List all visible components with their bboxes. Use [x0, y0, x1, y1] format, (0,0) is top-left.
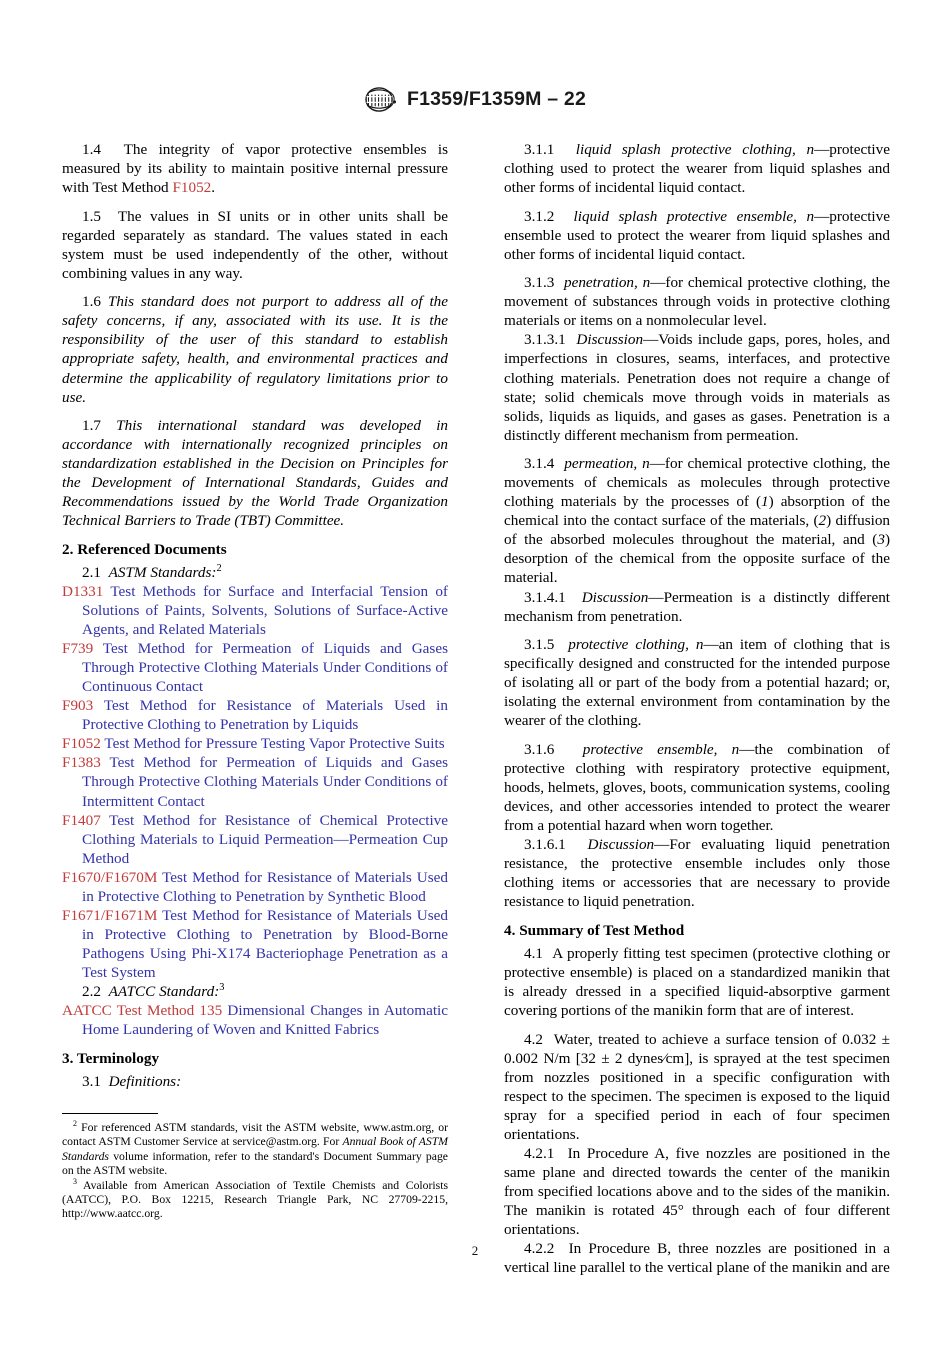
- definition-3-1-1: [504, 140, 890, 197]
- em-dash: —: [814, 141, 830, 158]
- footnote-marker-3[interactable]: 3: [219, 981, 225, 993]
- footnote-separator-rule: [62, 1113, 158, 1114]
- clause-text: In Procedure B, three nozzles are positioned in a vertical line parallel to the vertical plane of the manikin and are: [504, 1240, 890, 1277]
- definition-text: an item of clothing that is specifically designed and constructed for the intended purpose of isolating all or part of the body from a potential hazard; or, isolating the external environment from contamination by the wearer of the clothing.: [504, 636, 890, 730]
- reference-entry[interactable]: [62, 639, 448, 696]
- clause-number: 1.6: [82, 293, 101, 311]
- definition-text: ) diffusion of the absorbed molecules throughout the material, and (: [504, 512, 891, 549]
- clause-number: 4.2.2: [524, 1240, 555, 1258]
- definition-3-1-4: [504, 454, 890, 587]
- footnote-3: [62, 1176, 449, 1222]
- footnote-text: Available from American Association of Textile Chemists and Colorists (AATCC), P.O. Box 12215, Research Triangle Park, NC 27709-2215, http://www.aatcc.org.: [62, 1178, 449, 1221]
- discussion-text: For evaluating liquid penetration resistance, the protective ensemble includes only those clothing items or accessories that are necessary to provide resistance to liquid penetration.: [504, 836, 891, 911]
- reference-designation[interactable]: F1670/F1670M: [62, 868, 158, 886]
- definition-text: ) absorption of the chemical into the contact surface of the materials, (: [504, 493, 890, 530]
- em-dash: —: [814, 207, 830, 225]
- list-numeral: 3: [877, 531, 885, 549]
- section-heading-2: 2. Referenced Documents: [62, 540, 227, 558]
- paragraph-4-1: [504, 944, 890, 1020]
- em-dash: —: [649, 455, 665, 473]
- definition-3-1-3: [504, 273, 890, 330]
- paragraph-4-2-1: [504, 1144, 890, 1239]
- reference-title[interactable]: Test Method for Pressure Testing Vapor Protective Suits: [104, 735, 445, 753]
- reference-title[interactable]: Test Methods for Surface and Interfacial Tension of Solutions of Paints, Solvents, Solutions of Surface-Active Agents, and Related Materials: [82, 582, 448, 639]
- page-header: [0, 86, 950, 113]
- clause-number: 1.7: [82, 417, 101, 435]
- footnote-2: [62, 1121, 448, 1179]
- section-heading-4: 4. Summary of Test Method: [504, 921, 685, 939]
- astm-logo-icon: [364, 86, 398, 113]
- reference-designation[interactable]: F739: [62, 640, 94, 658]
- subsection-2-2-heading: [62, 982, 448, 1001]
- definition-text: ) desorption of the chemical from the opposite surface of the material.: [504, 531, 890, 587]
- definition-text: for chemical protective clothing, the movement of substances through voids in protective clothing materials or items on a nonmolecular level.: [504, 274, 890, 330]
- clause-text: Water, treated to achieve a surface tension of 0.032 ± 0.002 N/m [32 ± 2 dynes⁄cm], is sprayed at the test specimen from nozzles positioned in a specific configuration with respect to the specimen. The specimen is exposed to the liquid spray for a specified period in each of four specimen orientations.: [504, 1030, 890, 1143]
- clause-text-end: .: [211, 179, 216, 197]
- clause-text: The values in SI units or in other units shall be regarded separately as standard. The values stated in each system must be used independently of the other, without combining values in any way.: [62, 207, 448, 282]
- clause-number: 3.1.6.1: [524, 836, 566, 854]
- definition-3-1-6: [504, 740, 890, 835]
- footnote-block: [62, 1113, 448, 1222]
- reference-entry[interactable]: [62, 696, 448, 734]
- reference-entry[interactable]: [62, 582, 448, 639]
- reference-designation[interactable]: D1331: [62, 582, 104, 600]
- clause-number: 3.1.2: [524, 207, 555, 225]
- right-column: [504, 140, 890, 1277]
- reference-title[interactable]: Dimensional Changes in Automatic Home Laundering of Woven and Knitted Fabrics: [82, 1002, 448, 1039]
- subsection-2-1-heading: [62, 563, 448, 582]
- clause-number: 3.1: [82, 1072, 101, 1090]
- definition-3-1-5: [504, 635, 890, 730]
- reference-designation[interactable]: F903: [62, 697, 94, 715]
- discussion-text: Permeation is a distinctly different mechanism from penetration.: [504, 588, 891, 625]
- footnote-text-end: volume information, refer to the standard's Document Summary page on the ASTM website.: [62, 1149, 448, 1178]
- reference-entry[interactable]: [62, 753, 448, 810]
- definition-term: permeation, n: [564, 455, 650, 473]
- clause-text: In Procedure A, five nozzles are positioned in the same plane and directed towards the center of the manikin from specified locations above and to the sides of the manikin. The manikin is rotated 45° through each of four different orientations.: [504, 1144, 891, 1238]
- em-dash: —: [654, 836, 670, 854]
- standard-link-f1052[interactable]: F1052: [172, 179, 212, 197]
- definition-term: protective ensemble, n: [582, 740, 740, 758]
- reference-title[interactable]: Test Method for Permeation of Liquids and Gases Through Protective Clothing Materials Under Conditions of Continuous Contact: [82, 640, 448, 696]
- discussion-label: Discussion: [587, 836, 655, 854]
- section-heading-3: 3. Terminology: [62, 1049, 160, 1067]
- clause-number: 1.4: [82, 141, 101, 158]
- clause-number: 3.1.3.1: [524, 331, 566, 349]
- footnote-number: 3: [73, 1176, 77, 1186]
- clause-number: 3.1.3: [524, 274, 555, 292]
- left-column: [62, 140, 448, 1277]
- em-dash: —: [648, 588, 664, 606]
- two-column-body: [62, 140, 890, 1277]
- clause-text: The integrity of vapor protective ensembles is measured by its ability to maintain positive internal pressure with Test Method: [62, 141, 449, 197]
- clause-number: 3.1.4: [524, 455, 555, 473]
- clause-number: 1.5: [82, 207, 101, 225]
- clause-text: This standard does not purport to address all of the safety concerns, if any, associated with its use. It is the responsibility of the user of this standard to establish appropriate safety, health, and environmental practices and determine the applicability of regulatory limitations prior to use.: [62, 293, 448, 406]
- list-numeral: 1: [761, 493, 769, 511]
- definition-text: protective clothing used to protect the wearer from liquid splashes and other forms of incidental liquid contact.: [504, 141, 890, 197]
- subsection-label: ASTM Standards:: [108, 563, 217, 581]
- definition-3-1-2: [504, 207, 890, 264]
- em-dash: —: [643, 331, 659, 349]
- reference-designation[interactable]: F1671/F1671M: [62, 906, 158, 924]
- subsection-label: Definitions:: [108, 1072, 182, 1090]
- definition-term: penetration, n: [564, 274, 651, 292]
- paragraph-1-7: [62, 416, 448, 530]
- definition-text: the combination of protective clothing with respiratory protective equipment, hoods, helmets, gloves, boots, communication systems, cooling devices, and other accessories intended to protect the wearer from a potential hazard when worn together.: [504, 740, 890, 835]
- page-number: 2: [471, 1243, 479, 1258]
- discussion-label: Discussion: [576, 331, 644, 349]
- reference-designation[interactable]: F1407: [62, 811, 101, 829]
- clause-number: 3.1.5: [524, 636, 555, 654]
- reference-entry[interactable]: [62, 734, 448, 753]
- reference-title[interactable]: Test Method for Resistance of Materials Used in Protective Clothing to Penetration by Blood-Borne Pathogens Using Phi-X174 Bacteriophage Penetration as a Test System: [82, 906, 448, 981]
- subsection-label: AATCC Standard:: [108, 982, 220, 1000]
- clause-number: 2.1: [82, 563, 101, 581]
- clause-number: 3.1.4.1: [524, 588, 566, 606]
- paragraph-1-5: [62, 207, 448, 283]
- standard-designation-title: F1359/F1359M – 22: [406, 88, 586, 110]
- discussion-3-1-6-1: [504, 835, 890, 911]
- paragraph-1-6: [62, 292, 448, 406]
- clause-number: 4.1: [524, 944, 543, 962]
- reference-title[interactable]: Test Method for Resistance of Chemical Protective Clothing Materials to Liquid Permeation—Permeation Cup Method: [82, 811, 448, 867]
- discussion-text: Voids include gaps, pores, holes, and imperfections in closures, seams, interfaces, and protective clothing materials. Penetration does not require a change of state; solid chemicals move through voids in materials as solids, liquids as liquids, and gases as gases. Penetration is a distinctly different mechanism from permeation.: [504, 331, 890, 444]
- reference-designation[interactable]: F1383: [62, 754, 101, 772]
- discussion-label: Discussion: [581, 588, 649, 606]
- reference-title[interactable]: Test Method for Resistance of Materials Used in Protective Clothing to Penetration by Synthetic Blood: [82, 868, 448, 905]
- em-dash: —: [703, 636, 719, 654]
- list-numeral: 2: [818, 512, 827, 530]
- clause-number: 2.2: [82, 982, 101, 1000]
- subsection-3-1-heading: [62, 1072, 448, 1091]
- reference-designation[interactable]: F1052: [62, 735, 101, 753]
- definition-text: for chemical protective clothing, the movements of chemicals as molecules through protective clothing materials by the processes of (: [504, 455, 890, 511]
- clause-text: A properly fitting test specimen (protective clothing or protective ensemble) is placed on a standardized manikin that is already dressed in a specified liquid-absorptive garment covering portions of the manikin form that are of interest.: [504, 944, 891, 1019]
- discussion-3-1-4-1: [504, 588, 890, 626]
- footnote-text: For referenced ASTM standards, visit the ASTM website, www.astm.org, or contact ASTM Customer Service at service@astm.org. For: [62, 1121, 448, 1149]
- reference-title[interactable]: Test Method for Permeation of Liquids and Gases Through Protective Clothing Materials Under Conditions of Intermittent Contact: [82, 754, 449, 810]
- clause-number: 4.2: [524, 1030, 543, 1048]
- definition-term: liquid splash protective clothing, n: [575, 141, 815, 158]
- reference-entry[interactable]: [62, 1001, 448, 1039]
- paragraph-4-2: [504, 1030, 890, 1144]
- definition-term: protective clothing, n: [568, 636, 704, 654]
- footnote-number: 2: [73, 1119, 77, 1129]
- reference-entry[interactable]: [62, 868, 448, 906]
- footnote-marker-2[interactable]: 2: [216, 562, 222, 574]
- clause-number: 3.1.6: [524, 740, 555, 758]
- reference-entry[interactable]: [62, 906, 448, 982]
- reference-designation[interactable]: AATCC Test Method 135: [62, 1002, 223, 1020]
- definition-term: liquid splash protective ensemble, n: [573, 207, 815, 225]
- clause-text: This international standard was developed in accordance with internationally recognized principles on standardization established in the Decision on Principles for the Development of International Standards, Guides and Recommendations issued by the World Trade Organization Technical Barriers to Trade (TBT) Committee.: [62, 417, 449, 530]
- reference-title[interactable]: Test Method for Resistance of Materials Used in Protective Clothing to Penetration by Liquids: [82, 697, 448, 734]
- em-dash: —: [739, 740, 755, 758]
- definition-text: protective ensemble used to protect the wearer from liquid splashes and other forms of incidental liquid contact.: [504, 207, 890, 263]
- footnote-italic-title: Annual Book of ASTM Standards: [62, 1135, 448, 1163]
- clause-number: 3.1.1: [524, 141, 555, 158]
- paragraph-1-4: [62, 140, 448, 197]
- reference-entry[interactable]: [62, 811, 448, 868]
- discussion-3-1-3-1: [504, 330, 890, 444]
- em-dash: —: [650, 274, 666, 292]
- clause-number: 4.2.1: [524, 1144, 555, 1162]
